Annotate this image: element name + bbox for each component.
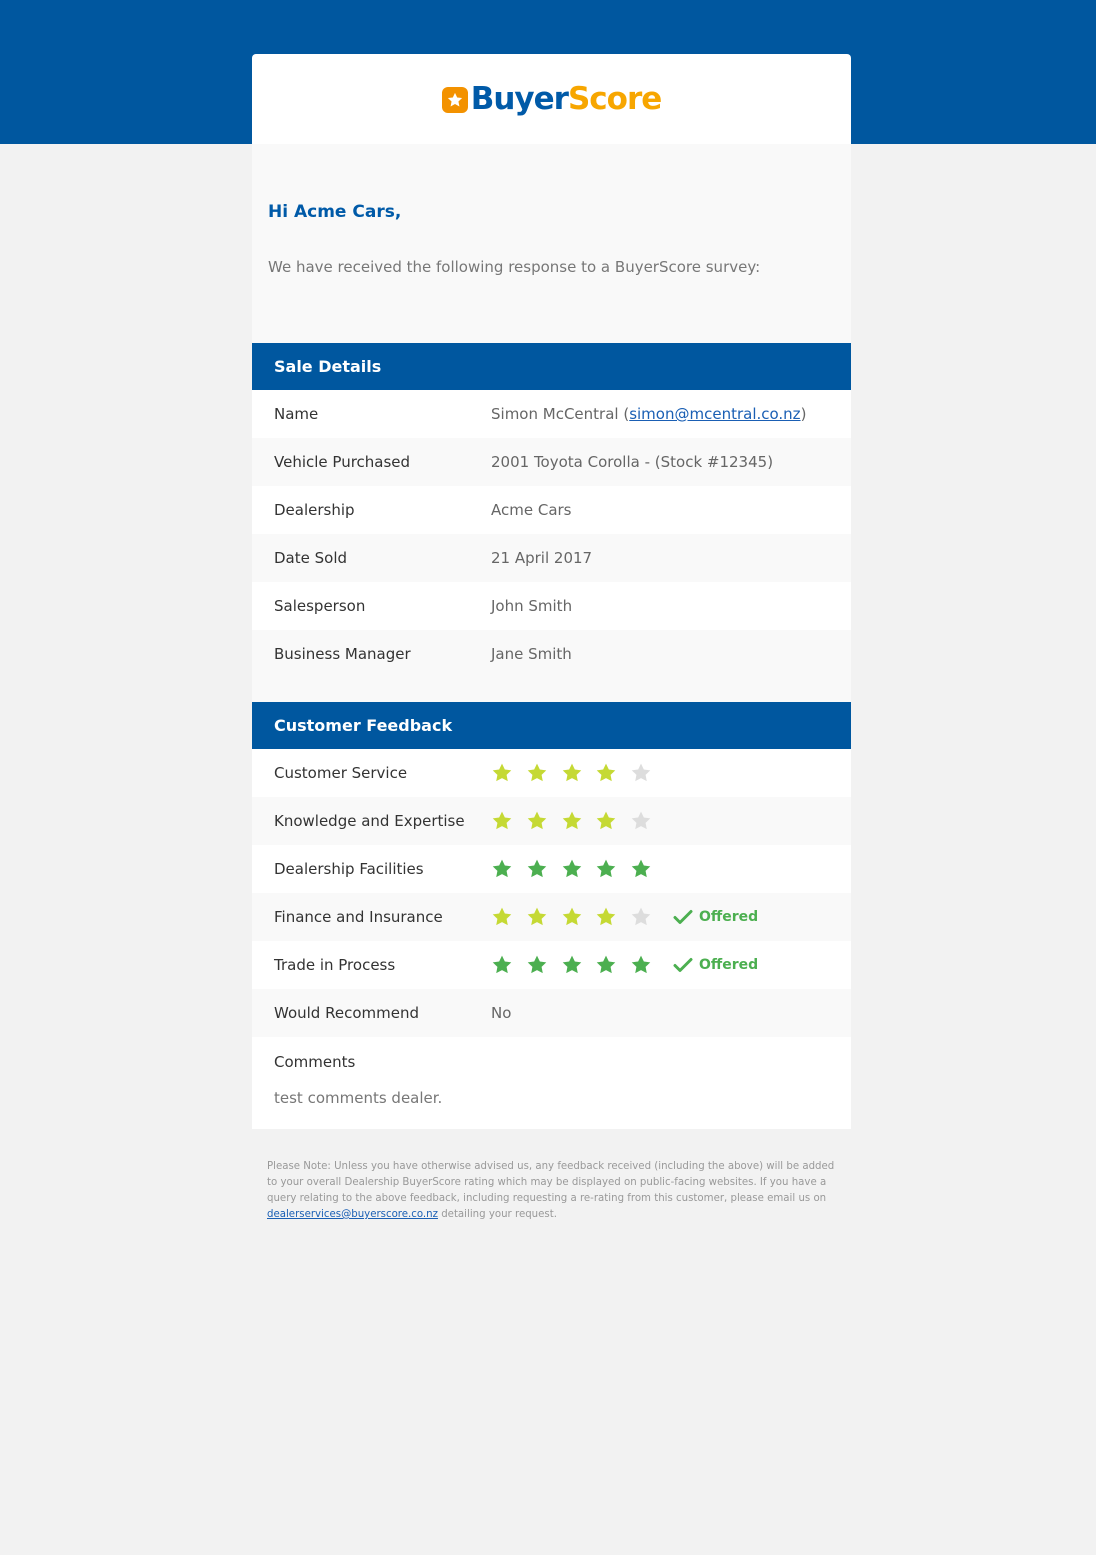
- ratings-list: [252, 749, 851, 989]
- customer-feedback-heading: Customer Feedback: [252, 702, 851, 749]
- salesperson-label: Salesperson: [274, 597, 366, 615]
- vehicle-label: Vehicle Purchased: [274, 453, 411, 471]
- star-filled-icon: [526, 906, 548, 928]
- offered-badge: [673, 957, 758, 973]
- logo-text-buyer: Buyer: [470, 81, 568, 117]
- star-rating: [491, 762, 665, 784]
- star-rating: [491, 906, 665, 928]
- intro-section: [252, 144, 851, 343]
- buyerscore-logo: [442, 81, 662, 117]
- star-filled-icon: [526, 810, 548, 832]
- star-empty-icon: [630, 762, 652, 784]
- manager-label: Business Manager: [274, 645, 411, 663]
- date-label: Date Sold: [274, 549, 348, 567]
- star-filled-icon: [561, 906, 583, 928]
- rating-label: Trade in Process: [274, 956, 396, 974]
- star-filled-icon: [526, 858, 548, 880]
- offered-badge: [673, 909, 758, 925]
- row-would-recommend: [252, 989, 851, 1037]
- comments-section: [252, 1037, 851, 1129]
- footer-note: [252, 1129, 851, 1269]
- star-filled-icon: [595, 858, 617, 880]
- rating-label: Finance and Insurance: [274, 908, 443, 926]
- star-filled-icon: [526, 954, 548, 976]
- paren-close: ): [800, 405, 807, 423]
- row-salesperson: [252, 582, 851, 630]
- offered-text: Offered: [698, 957, 759, 973]
- row-name: [252, 390, 851, 438]
- star-filled-icon: [491, 810, 513, 832]
- row-date-sold: [252, 534, 851, 582]
- dealership-value: Acme Cars: [491, 501, 572, 519]
- name-label: Name: [274, 405, 319, 423]
- rating-value: [491, 762, 665, 784]
- star-filled-icon: [561, 810, 583, 832]
- row-vehicle: [252, 438, 851, 486]
- offered-text: Offered: [698, 909, 759, 925]
- rating-row: [252, 893, 851, 941]
- comments-value: test comments dealer.: [274, 1089, 443, 1107]
- star-filled-icon: [595, 810, 617, 832]
- customer-email-link[interactable]: simon@mcentral.co.nz: [629, 405, 801, 423]
- note-text-end: detailing your request.: [437, 1209, 557, 1220]
- checkmark-icon: [673, 909, 693, 925]
- rating-row: [252, 845, 851, 893]
- star-filled-icon: [491, 954, 513, 976]
- logo-text-score: Score: [567, 81, 662, 117]
- dealership-label: Dealership: [274, 501, 355, 519]
- star-rating: [491, 810, 665, 832]
- star-filled-icon: [595, 906, 617, 928]
- star-filled-icon: [491, 858, 513, 880]
- sale-details-heading: Sale Details: [252, 343, 851, 390]
- name-value: Simon McCentral: [491, 405, 619, 423]
- date-value: 21 April 2017: [491, 549, 593, 567]
- star-empty-icon: [630, 810, 652, 832]
- star-filled-icon: [595, 954, 617, 976]
- name-value-wrap: [491, 405, 806, 423]
- greeting: Hi Acme Cars,: [268, 202, 402, 222]
- rating-value: [491, 906, 758, 928]
- salesperson-value: John Smith: [491, 597, 573, 615]
- rating-value: [491, 858, 665, 880]
- dealer-services-email-link[interactable]: dealerservices@buyerscore.co.nz: [267, 1209, 438, 1220]
- star-filled-icon: [630, 954, 652, 976]
- note-text: Please Note: Unless you have otherwise advised us, any feedback received (including the above) will be added to your overall Dealership BuyerScore rating which may be displayed on public-facing websites. If you have a query relating to the above feedback, including requesting a re-rating from this customer, please email us on: [267, 1161, 835, 1204]
- manager-value: Jane Smith: [491, 645, 572, 663]
- recommend-value: No: [491, 1004, 512, 1022]
- star-filled-icon: [526, 762, 548, 784]
- rating-label: Knowledge and Expertise: [274, 812, 465, 830]
- paren-open: (: [623, 405, 630, 423]
- vehicle-value: 2001 Toyota Corolla - (Stock #12345): [491, 453, 774, 471]
- comments-label: Comments: [274, 1053, 356, 1071]
- rating-row: [252, 797, 851, 845]
- rating-row: [252, 941, 851, 989]
- rating-label: Customer Service: [274, 764, 408, 782]
- email-card: [252, 54, 851, 1269]
- star-rating: [491, 858, 665, 880]
- star-filled-icon: [561, 954, 583, 976]
- row-dealership: [252, 486, 851, 534]
- star-filled-icon: [561, 762, 583, 784]
- star-filled-icon: [491, 906, 513, 928]
- star-logo-icon: [442, 87, 468, 113]
- star-rating: [491, 954, 665, 976]
- row-business-manager: [252, 630, 851, 678]
- star-filled-icon: [561, 858, 583, 880]
- star-filled-icon: [630, 858, 652, 880]
- rating-value: [491, 954, 758, 976]
- section-gap: [252, 678, 851, 702]
- checkmark-icon: [673, 957, 693, 973]
- rating-row: [252, 749, 851, 797]
- rating-value: [491, 810, 665, 832]
- star-filled-icon: [595, 762, 617, 784]
- star-filled-icon: [491, 762, 513, 784]
- logo-header: [252, 54, 851, 144]
- intro-message: We have received the following response to a BuyerScore survey:: [268, 258, 761, 276]
- rating-label: Dealership Facilities: [274, 860, 424, 878]
- recommend-label: Would Recommend: [274, 1004, 419, 1022]
- star-empty-icon: [630, 906, 652, 928]
